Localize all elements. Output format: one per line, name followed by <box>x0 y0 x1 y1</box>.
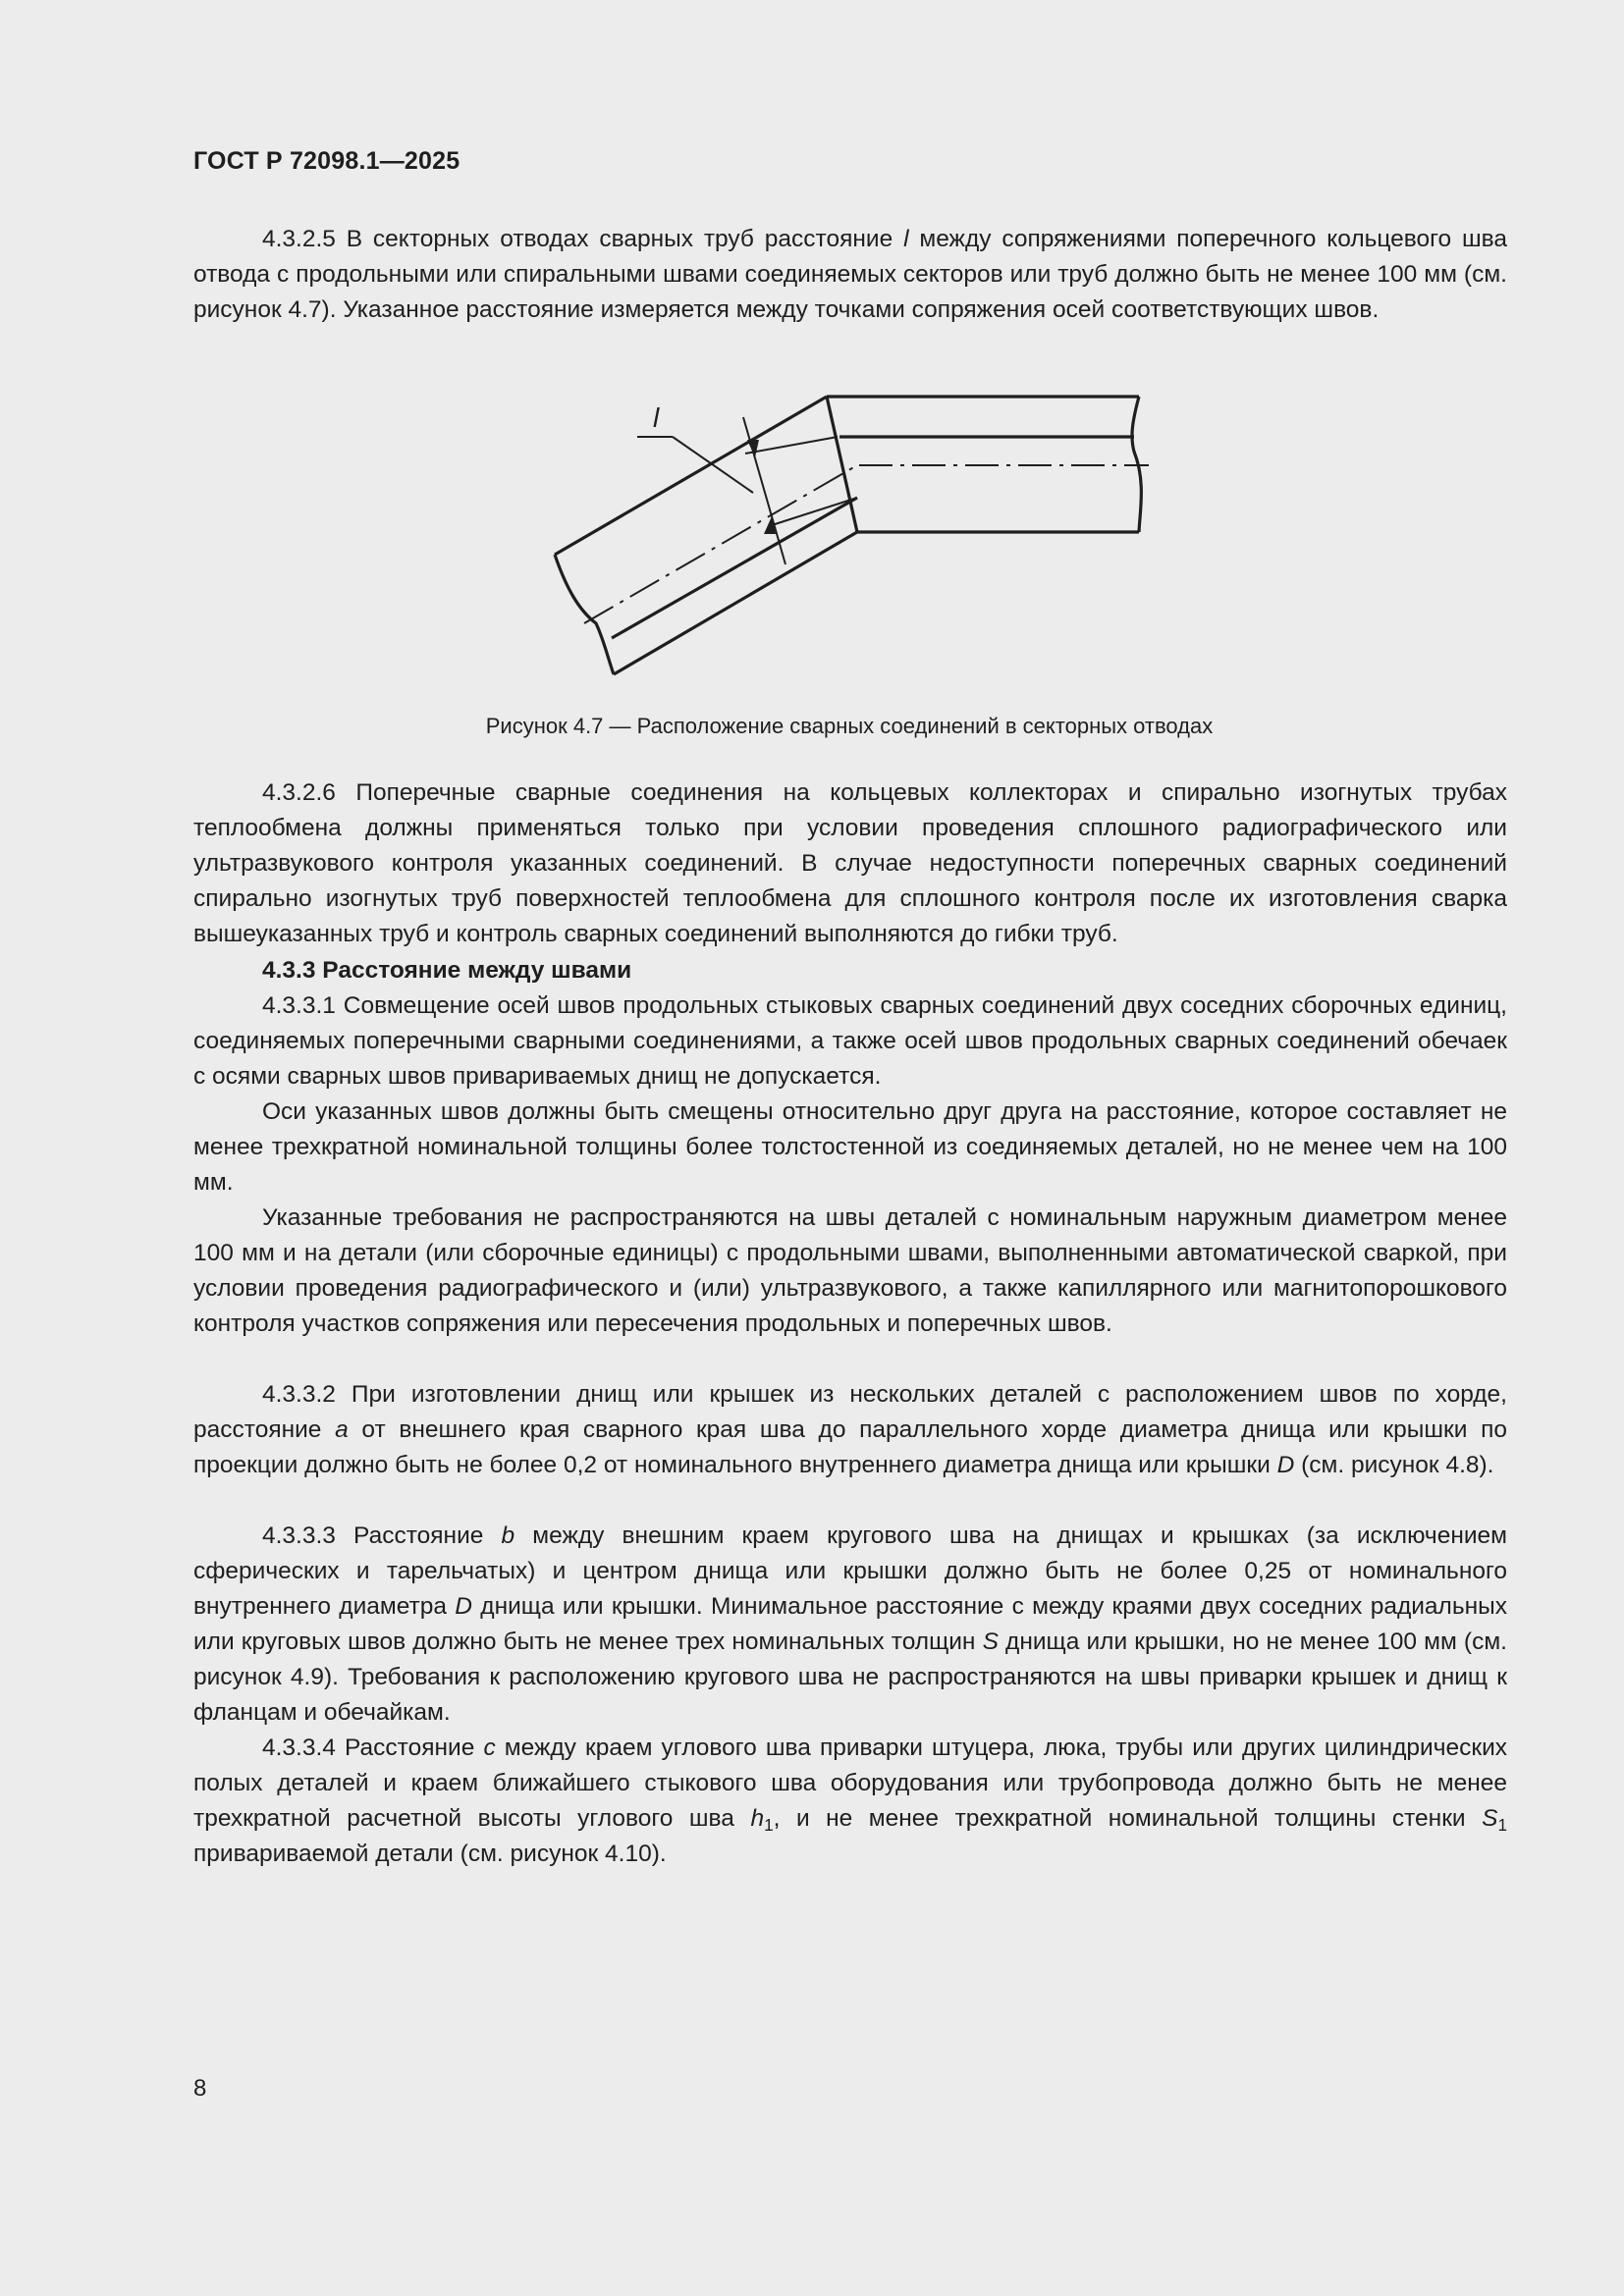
left-pipe-inner-seam-line <box>612 498 857 638</box>
document-header: ГОСТ Р 72098.1—2025 <box>193 147 460 175</box>
figure-caption: Рисунок 4.7 — Расположение сварных соединений в секторных отводах <box>485 714 1214 738</box>
figure-sector-bend <box>545 383 1173 687</box>
paragraph-4-3-3-1: 4.3.3.1 Совмещение осей швов продольных стыковых сварных соединений двух соседних сборочных единиц, соединяемых поперечными сварными соединениями, а также осей швов продольных сварных соединений обечаек с осями сварных швов привариваемых днищ не допускается. <box>193 992 1507 1090</box>
page-number: 8 <box>193 2075 207 2102</box>
paragraph-requirements-exception: Указанные требования не распространяются на швы деталей с номинальным наружным диаметром менее 100 мм и на детали (или сборочные единицы) с продольными швами, выполненными автоматической сваркой, при условии проведения радиографического и (или) ультразвукового, а также капиллярного или магнитопорошкового контроля участков сопряжения или пересечения продольных и поперечных швов. <box>193 1204 1507 1337</box>
label-l: l <box>653 402 660 433</box>
left-pipe-top-edge <box>555 397 827 555</box>
paragraph-4-3-3-3: 4.3.3.3 Расстояние b между внешним краем кругового шва на днищах и крышках (за исключением сферических и тарельчатых) и центром днища или крышки должно быть не более 0,25 от номинального внутреннего диаметра D днища или крышки. Минимальное расстояние с между краями двух соседних радиальных или круговых швов должно быть не менее трех номинальных толщин S днища или крышки, но не менее 100 мм (см. рисунок 4.9). Требования к расположению кругового шва не распространяются на швы приварки крышек и днищ к фланцам и обечайкам. <box>193 1522 1507 1726</box>
paragraph-4-3-2-6: 4.3.2.6 Поперечные сварные соединения на кольцевых коллекторах и спирально изогнутых трубах теплообмена должны применяться только при условии проведения сплошного радиографического или ультразвукового контроля указанных соединений. В случае недоступности поперечных сварных соединений спирально изогнутых труб поверхностей теплообмена для сплошного контроля после их изготовления сварка вышеуказанных труб и контроль сварных соединений выполняются до гибки труб. <box>193 779 1507 947</box>
seam-junction-line-upper <box>745 437 838 454</box>
paragraph-4-3-2-5: 4.3.2.5 В секторных отводах сварных труб расстояние l между сопряжениями поперечного кольцевого шва отвода с продольными или спиральными швами соединяемых секторов или труб должно быть не менее 100 мм (см. рисунок 4.7). Указанное расстояние измеряется между точками сопряжения осей соответствующих швов. <box>193 226 1508 323</box>
left-pipe-bottom-edge <box>614 532 857 674</box>
axis-centerline-left <box>584 465 857 623</box>
section-heading-4-3-3: 4.3.3 Расстояние между швами <box>262 957 632 984</box>
paragraph-4-3-3-4: 4.3.3.4 Расстояние c между краем углового шва приварки штуцера, люка, трубы или других цилиндрических полых деталей и краем ближайшего стыкового шва оборудования или трубопровода должно быть не менее трехкратной расчетной высоты углового шва $h_1$, и не менее трехкратной номинальной толщины стенки $S_1$ привариваемой детали (см. рисунок 4.10). <box>193 1735 1508 1867</box>
paragraph-4-3-3-2: 4.3.3.2 При изготовлении днищ или крышек из нескольких деталей с расположением швов по хорде, расстояние a от внешнего края сварного края шва до параллельного хорде диаметра днища или крышки по проекции должно быть не более 0,2 от номинального внутреннего диаметра днища или крышки D (см. рисунок 4.8). <box>193 1381 1507 1478</box>
paragraph-axes-offset: Оси указанных швов должны быть смещены относительно друг друга на расстояние, которое составляет не менее трехкратной номинальной толщины более толстостенной из соединяемых деталей, но не менее чем на 100 мм. <box>193 1098 1507 1196</box>
left-pipe-break-line <box>555 555 614 674</box>
